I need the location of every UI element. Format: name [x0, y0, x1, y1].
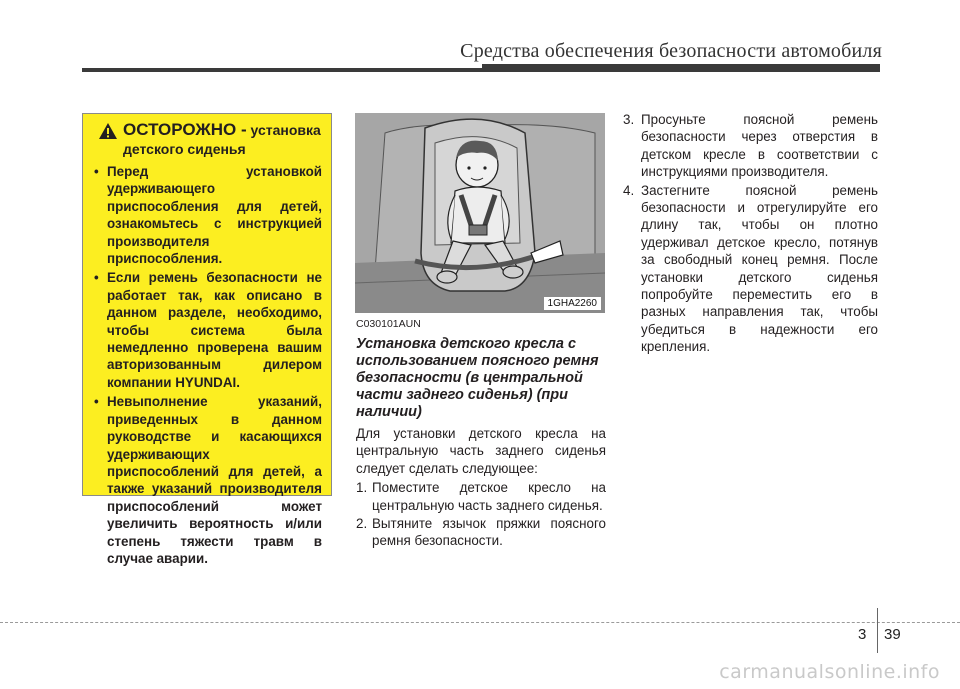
- warning-title-suffix: установка: [250, 122, 321, 138]
- footer-divider: [877, 608, 878, 653]
- step-item: [623, 111, 878, 181]
- step-item: [623, 182, 878, 356]
- warning-list: [92, 163, 322, 567]
- header-rule: [82, 68, 880, 72]
- warning-title: ОСТОРОЖНО -: [123, 120, 247, 139]
- watermark: carmanualsonline.info: [719, 661, 940, 683]
- right-column: [623, 109, 878, 357]
- steps-list-left: [356, 479, 606, 550]
- page-number: 39: [884, 626, 901, 643]
- warning-item: • Если ремень безопасности не работает так, как описано в данном разделе, необходимо, чтобы система была немедленно проверена вашим авторизованным дилером компании HYUNDAI.: [92, 269, 322, 391]
- warning-box: [82, 113, 332, 566]
- step-number: 2.: [356, 516, 368, 532]
- step-number: 1.: [356, 480, 368, 496]
- steps-list-right: [623, 111, 878, 356]
- page-header-title: Средства обеспечения безопасности автомобиля: [460, 40, 882, 62]
- step-text: Застегните поясной ремень безопасности и отрегулируйте его длину так, чтобы он плотно удерживал детское кресло, потянув за свободный конец ремня. После установки детского сиденья попробуйте переместить его в разных направления так, чтобы убедиться в надежности его крепления.: [641, 182, 878, 355]
- warning-subtitle: детского сиденья: [123, 141, 246, 157]
- warning-item: • Невыполнение указаний, приведенных в данном руководстве и касающихся удерживающих приспособлений для детей, а также указаний производителя приспособлений может увеличить вероятность и/или степень тяжести травм в случае аварии.: [92, 393, 322, 567]
- warning-heading: [98, 122, 322, 140]
- step-text: Просуньте поясной ремень безопасности через отверстия в детском кресле в соответствии с инструкциями производителя.: [641, 112, 878, 180]
- child-seat-illustration: [355, 113, 605, 313]
- warning-triangle-icon: [98, 122, 118, 140]
- step-number: 4.: [623, 182, 635, 198]
- step-text: Поместите детское кресло на центральную часть заднего сиденья.: [372, 480, 606, 513]
- figure-code: 1GHA2260: [544, 297, 601, 310]
- section-heading: Установка детского кресла с использованием поясного ремня безопасности (в центральной части заднего сиденья) (при наличии): [356, 336, 599, 420]
- middle-column: [356, 318, 606, 551]
- step-number: 3.: [623, 112, 635, 127]
- step-item: [356, 479, 606, 514]
- chapter-number: 3: [858, 626, 867, 643]
- child-seat-drawing: [355, 113, 605, 313]
- warning-item: • Перед установкой удерживающего приспособления для детей, ознакомьтесь с инструкцией производителя приспособления.: [92, 163, 322, 267]
- section-code: C030101AUN: [356, 318, 421, 330]
- section-intro: Для установки детского кресла на центральную часть заднего сиденья следует сделать следующее:: [356, 426, 606, 476]
- step-text: Вытяните язычок пряжки поясного ремня безопасности.: [372, 516, 606, 549]
- step-item: [356, 515, 606, 550]
- footer-rule: [0, 622, 960, 623]
